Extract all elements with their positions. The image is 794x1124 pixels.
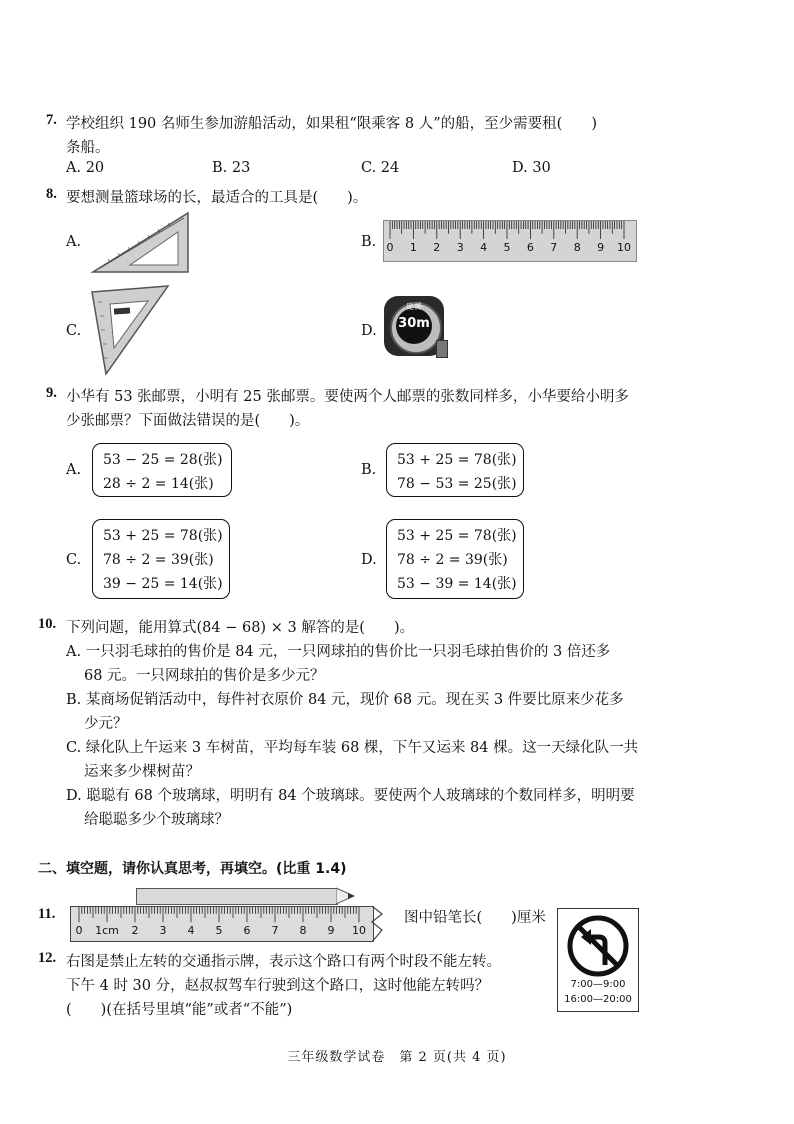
ruler-tick-label: 3 (456, 241, 464, 254)
q11-ruler (70, 906, 374, 942)
ruler-tick-label: 2 (131, 924, 139, 937)
ruler-tick-label: 5 (503, 241, 511, 254)
q10-stem: 下列问题，能用算式(84 − 68) × 3 解答的是( )。 (66, 620, 415, 636)
q9-a-line1: 53 − 25 = 28(张) (103, 452, 223, 468)
q12-number: 12. (38, 950, 57, 966)
q8-number: 8. (46, 186, 57, 202)
q8-option-c-label: C. (66, 323, 82, 339)
q10-option-d-line1: D. 聪聪有 68 个玻璃球，明明有 84 个玻璃球。要使两个人玻璃球的个数同样多，明明要 (66, 788, 635, 804)
tape-measure-icon (384, 296, 446, 358)
ruler-tick-label: 7 (271, 924, 279, 937)
q10-option-b-line1: B. 某商场促销活动中，每件衬衣原价 84 元，现价 68 元。现在买 3 件要比原来少花多 (66, 692, 624, 708)
q12-line1: 右图是禁止左转的交通指示牌，表示这个路口有两个时段不能左转。 (66, 954, 501, 970)
q8-option-a-label: A. (66, 234, 82, 250)
q9-b-line1: 53 + 25 = 78(张) (397, 452, 517, 468)
q10-option-b-line2: 少元？ (84, 716, 128, 732)
pencil-body (136, 888, 338, 905)
ruler-tick-label: 6 (243, 924, 251, 937)
q10-number: 10. (38, 616, 57, 632)
tape-brand: 庞赟 (406, 302, 422, 311)
ruler-tick-label: 8 (573, 241, 581, 254)
q9-d-line2: 78 ÷ 2 = 39(张) (397, 552, 508, 568)
q9-option-c-label: C. (66, 552, 82, 568)
ruler-tick-label: 2 (433, 241, 441, 254)
ruler-tick-label: 1cm (95, 924, 119, 937)
ruler-tick-label: 0 (75, 924, 83, 937)
q7-option-b: B. 23 (212, 160, 251, 176)
ruler-tick-label: 9 (327, 924, 335, 937)
ruler-tick-label: 4 (187, 924, 195, 937)
q11-blank-text: 图中铅笔长( )厘米 (404, 910, 546, 926)
q7-stem-line1: 学校组织 190 名师生参加游船活动，如果租“限乘客 8 人”的船，至少需要租( ) (66, 116, 597, 132)
q12-line2: 下午 4 时 30 分，赵叔叔驾车行驶到这个路口，这时他能左转吗？ (66, 978, 490, 994)
ruler-tick-label: 10 (352, 924, 366, 937)
q7-stem-line2: 条船。 (66, 140, 110, 156)
sign-time-1: 7:00—9:00 (570, 979, 626, 990)
pencil-tip-icon (336, 887, 356, 905)
q9-d-line3: 53 − 39 = 14(张) (397, 576, 517, 592)
q9-option-a-box (92, 443, 232, 497)
ruler-tick-label: 8 (299, 924, 307, 937)
q10-option-a-line2: 68 元。一只网球拍的售价是多少元？ (84, 668, 325, 684)
q9-a-line2: 28 ÷ 2 = 14(张) (103, 476, 214, 492)
ruler-tick-label: 1 (409, 241, 417, 254)
set-square-triangle-icon (88, 282, 172, 378)
q9-option-c-box (92, 519, 230, 599)
no-left-turn-icon (567, 915, 629, 977)
q9-option-d-label: D. (361, 552, 377, 568)
q11-number: 11. (38, 906, 56, 922)
ruler-tick-label: 4 (480, 241, 488, 254)
q9-stem-line2: 少张邮票？下面做法错误的是( )。 (66, 413, 310, 429)
q10-option-c-line1: C. 绿化队上午运来 3 车树苗，平均每车装 68 棵，下午又运来 84 棵。这一天绿化队一共 (66, 740, 639, 756)
q9-c-line3: 39 − 25 = 14(张) (103, 576, 223, 592)
q9-option-b-box (386, 443, 524, 497)
q7-option-d: D. 30 (512, 160, 551, 176)
q9-b-line2: 78 − 53 = 25(张) (397, 476, 517, 492)
q9-d-line1: 53 + 25 = 78(张) (397, 528, 517, 544)
ruler-tick-label: 7 (550, 241, 558, 254)
q10-option-a-line1: A. 一只羽毛球拍的售价是 84 元，一只网球拍的售价比一只羽毛球拍售价的 3 倍还多 (66, 644, 611, 660)
straight-ruler (383, 220, 637, 262)
set-square-long-icon (90, 210, 192, 276)
ruler-break-icon (368, 906, 386, 942)
q7-number: 7. (46, 112, 57, 128)
q8-stem: 要想测量篮球场的长，最适合的工具是( )。 (66, 190, 368, 206)
q7-option-a: A. 20 (66, 160, 105, 176)
q9-stem-line1: 小华有 53 张邮票，小明有 25 张邮票。要使两个人邮票的张数同样多，小华要给小明多 (66, 389, 629, 405)
no-left-turn-sign (557, 908, 639, 1012)
q8-option-d-label: D. (361, 323, 377, 339)
q10-option-d-line2: 给聪聪多少个玻璃球？ (84, 812, 229, 828)
q9-c-line1: 53 + 25 = 78(张) (103, 528, 223, 544)
ruler-tick-label: 3 (159, 924, 167, 937)
tape-size: 30m (398, 316, 430, 331)
ruler-tick-label: 5 (215, 924, 223, 937)
pencil-ruler-figure (70, 884, 386, 940)
q7-option-c: C. 24 (361, 160, 400, 176)
page-footer: 三年级数学试卷 第 2 页(共 4 页) (287, 1050, 507, 1065)
ruler-tick-label: 0 (386, 241, 394, 254)
q9-option-d-box (386, 519, 524, 599)
q9-number: 9. (46, 385, 57, 401)
q10-option-c-line2: 运来多少棵树苗？ (84, 764, 200, 780)
ruler-tick-label: 6 (526, 241, 534, 254)
q9-option-a-label: A. (66, 462, 82, 478)
q8-option-b-label: B. (361, 234, 377, 250)
q9-option-b-label: B. (361, 462, 377, 478)
section-2-heading: 二、填空题，请你认真思考，再填空。(比重 1.4) (38, 861, 347, 877)
q9-c-line2: 78 ÷ 2 = 39(张) (103, 552, 214, 568)
sign-time-2: 16:00—20:00 (564, 994, 632, 1005)
ruler-tick-label: 9 (597, 241, 605, 254)
ruler-tick-label: 10 (617, 241, 631, 254)
q12-line3: ( )(在括号里填“能”或者“不能”) (66, 1002, 293, 1018)
